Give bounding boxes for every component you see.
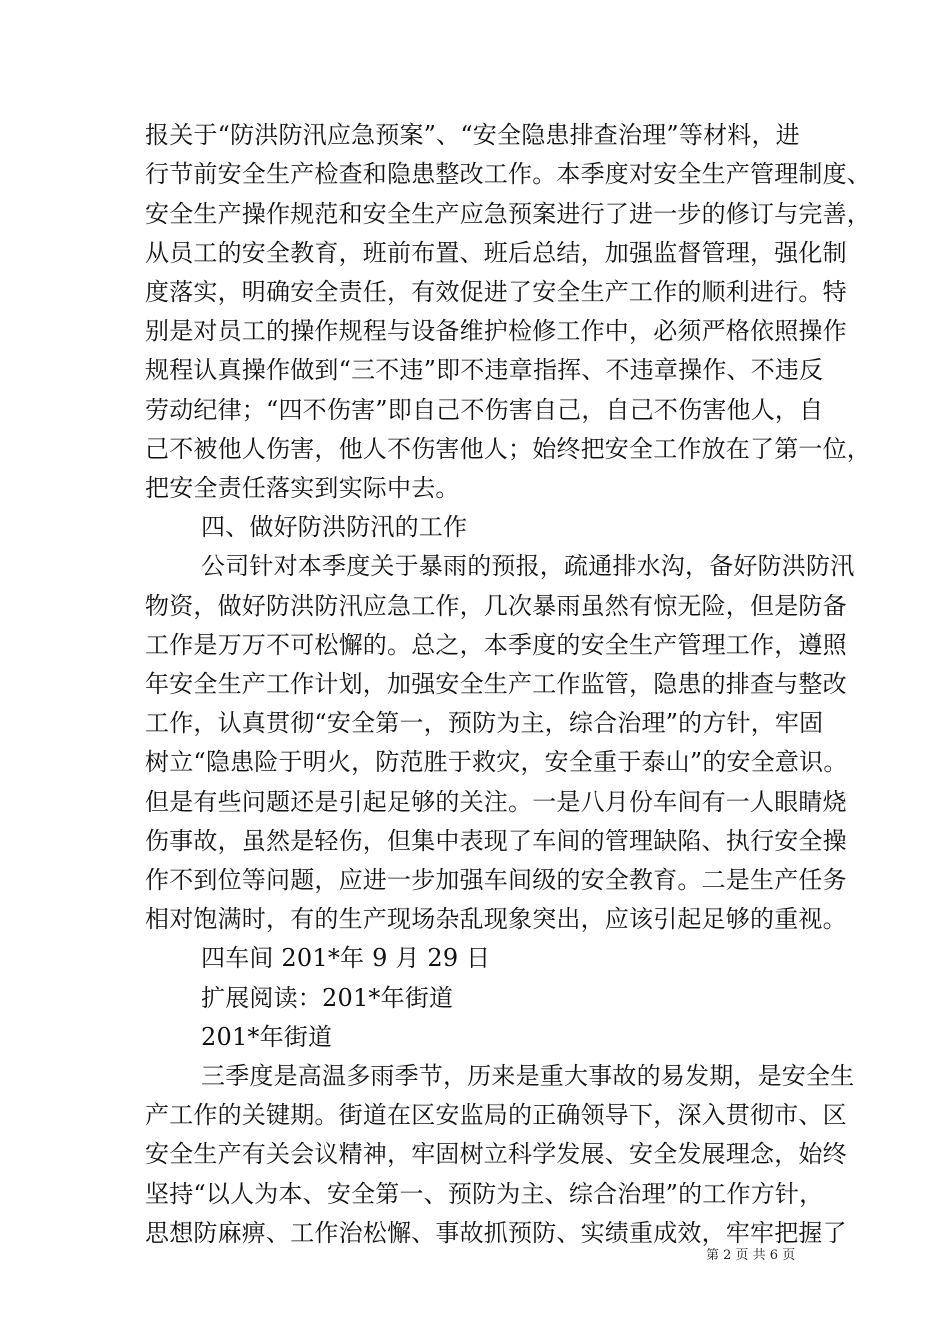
text-line: 从员工的安全教育，班前布置、班后总结，加强监督管理，强化制: [145, 239, 847, 267]
text-line: 行节前安全生产检查和隐患整改工作。本季度对安全生产管理制度、: [145, 160, 871, 188]
text-line: 度落实，明确安全责任，有效促进了安全生产工作的顺利进行。特: [145, 278, 847, 306]
page-number: 第 2 页 共 6 页: [706, 1248, 796, 1263]
text-line: 劳动纪律；“四不伤害”即自己不伤害自己，自己不伤害他人，自: [145, 396, 824, 424]
extended-reading-line: 扩展阅读：201*年街道: [201, 984, 454, 1012]
text-line: 产工作的关键期。街道在区安监局的正确领导下，深入贯彻市、区: [145, 1101, 847, 1129]
text-line: 坚持“以人为本、安全第一、预防为主、综合治理”的工作方针，: [145, 1180, 824, 1208]
text-line: 伤事故，虽然是轻伤，但集中表现了车间的管理缺陷、执行安全操: [145, 827, 847, 855]
text-line: 规程认真操作做到“三不违”即不违章指挥、不违章操作、不违反: [145, 356, 824, 384]
text-line: 物资，做好防洪防汛应急工作，几次暴雨虽然有惊无险，但是防备: [145, 592, 847, 620]
text-line: 工作，认真贯彻“安全第一，预防为主，综合治理”的方针，牢固: [145, 709, 824, 737]
text-line: 相对饱满时，有的生产现场杂乱现象突出，应该引起足够的重视。: [145, 905, 847, 933]
date-line: 四车间 201*年 9 月 29 日: [201, 944, 491, 972]
text-line: 作不到位等问题，应进一步加强车间级的安全教育。二是生产任务: [145, 866, 847, 894]
section-heading: 四、做好防洪防汛的工作: [201, 513, 468, 541]
text-line: 别是对员工的操作规程与设备维护检修工作中，必须严格依照操作: [145, 317, 847, 345]
text-line: 把安全责任落实到实际中去。: [145, 474, 460, 502]
text-line: 但是有些问题还是引起足够的关注。一是八月份车间有一人眼睛烧: [145, 788, 847, 816]
text-line: 思想防麻痹、工作治松懈、事故抓预防、实绩重成效，牢牢把握了: [145, 1219, 847, 1247]
text-line: 公司针对本季度关于暴雨的预报，疏通排水沟，备好防洪防汛: [201, 552, 855, 580]
text-line: 己不被他人伤害，他人不伤害他人；始终把安全工作放在了第一位，: [145, 435, 871, 463]
text-line: 工作是万万不可松懈的。总之，本季度的安全生产管理工作，遵照: [145, 631, 847, 659]
text-line: 安全生产操作规范和安全生产应急预案进行了进一步的修订与完善，: [145, 200, 871, 228]
subtitle-line: 201*年街道: [201, 1023, 333, 1051]
text-line: 安全生产有关会议精神，牢固树立科学发展、安全发展理念，始终: [145, 1140, 847, 1168]
text-line: 三季度是高温多雨季节，历来是重大事故的易发期，是安全生: [201, 1062, 855, 1090]
text-line: 年安全生产工作计划，加强安全生产工作监管，隐患的排查与整改: [145, 670, 847, 698]
text-line: 报关于“防洪防汛应急预案”、“安全隐患排查治理”等材料，进: [145, 121, 800, 149]
text-line: 树立“隐患险于明火，防范胜于救灾，安全重于泰山”的安全意识。: [145, 748, 848, 776]
